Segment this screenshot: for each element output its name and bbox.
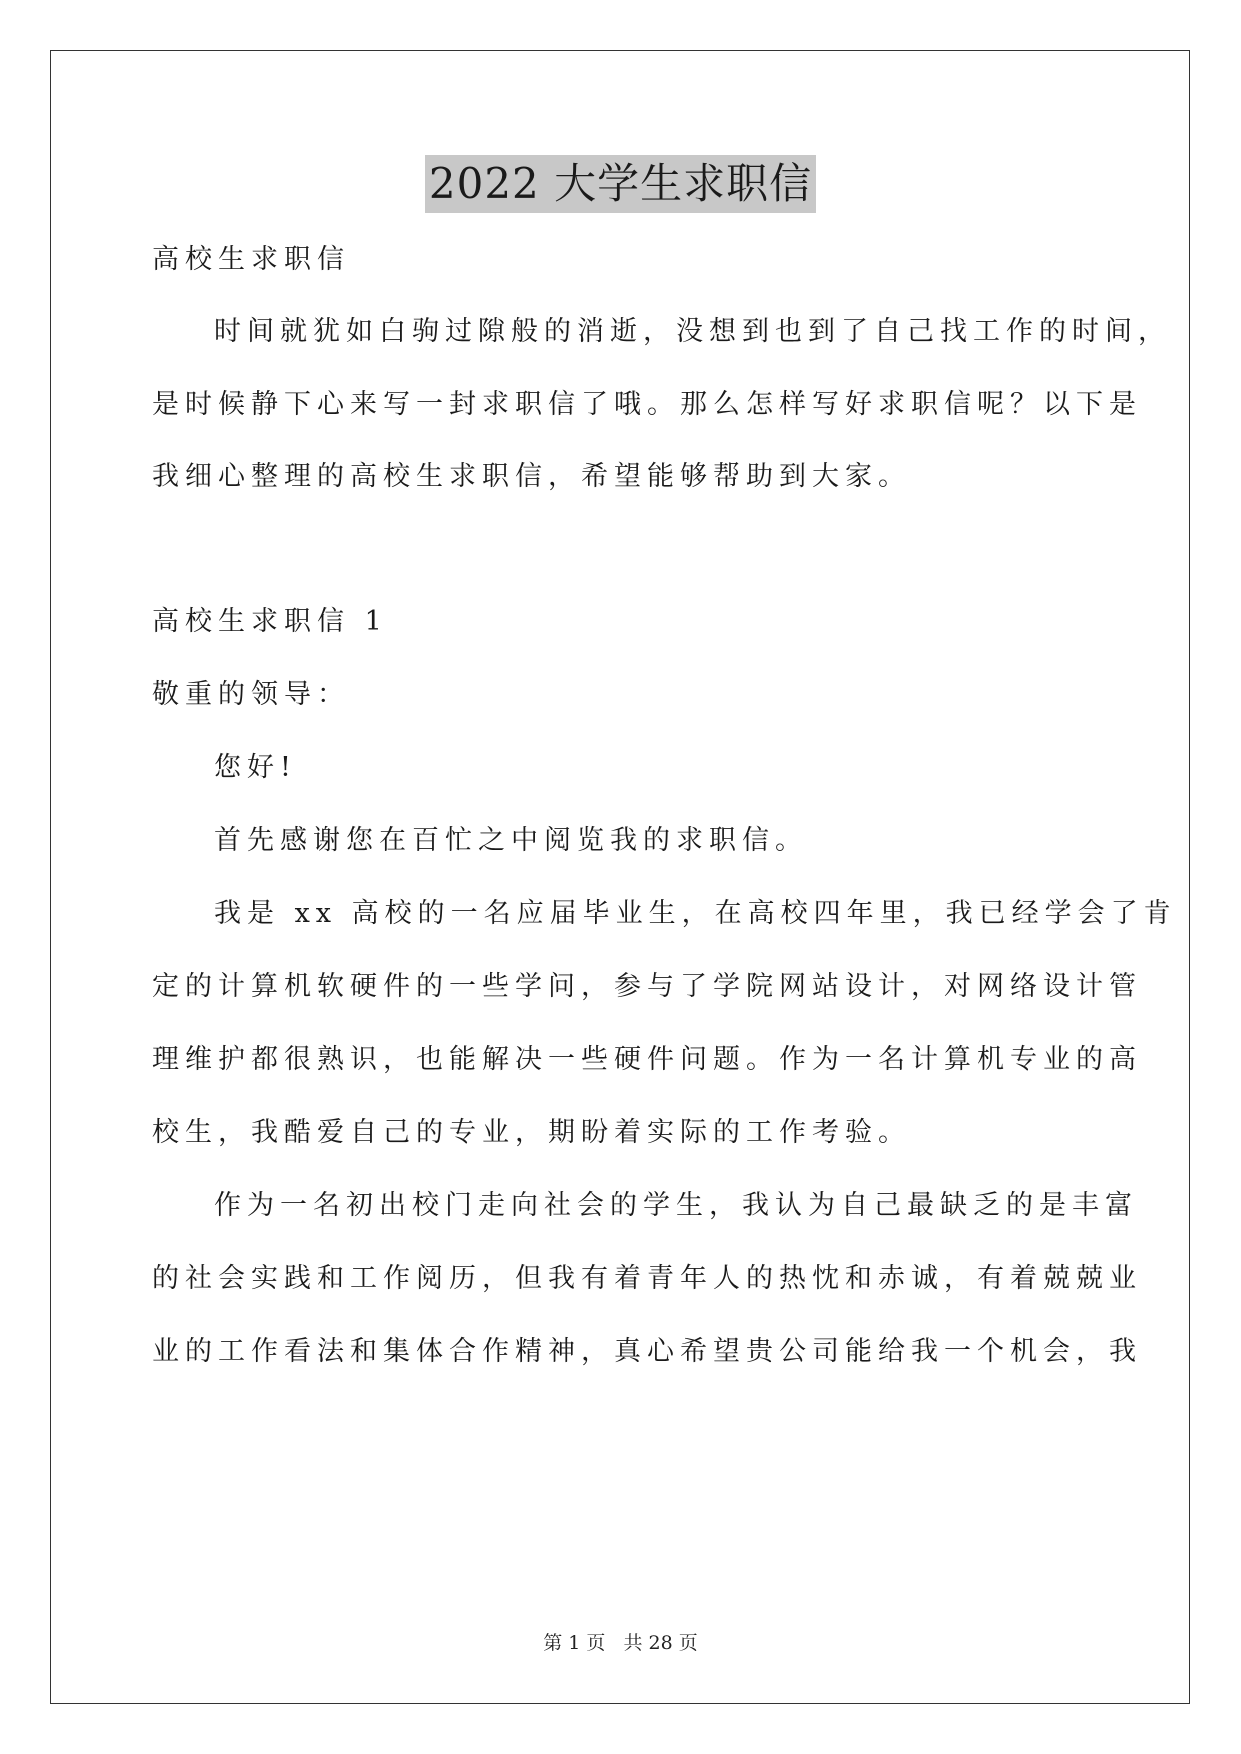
paragraph-line: 的社会实践和工作阅历，但我有着青年人的热忱和赤诚，有着兢兢业 <box>152 1263 1142 1294</box>
paragraph-line: 业的工作看法和集体合作精神，真心希望贵公司能给我一个机会，我 <box>152 1336 1142 1367</box>
title-container <box>0 155 1241 213</box>
page-footer <box>0 1628 1241 1655</box>
paragraph-line: 我是 xx 高校的一名应届毕业生，在高校四年里，我已经学会了肯 <box>214 898 1177 929</box>
paragraph-line: 时间就犹如白驹过隙般的消逝，没想到也到了自己找工作的时间， <box>214 316 1171 347</box>
greeting: 您好! <box>214 752 297 783</box>
subtitle: 高校生求职信 <box>152 244 350 275</box>
paragraph-line: 校生，我酷爱自己的专业，期盼着实际的工作考验。 <box>152 1117 911 1148</box>
paragraph-line: 我细心整理的高校生求职信，希望能够帮助到大家。 <box>152 461 911 492</box>
paragraph-line: 作为一名初出校门走向社会的学生，我认为自己最缺乏的是丰富 <box>214 1190 1138 1221</box>
paragraph-line: 理维护都很熟识，也能解决一些硬件问题。作为一名计算机专业的高 <box>152 1044 1142 1075</box>
document-title: 2022 大学生求职信 <box>425 155 816 213</box>
paragraph-line: 首先感谢您在百忙之中阅览我的求职信。 <box>214 825 808 856</box>
page-number: 第 1 页 <box>543 1632 606 1654</box>
section-heading: 高校生求职信 1 <box>152 606 388 637</box>
salutation: 敬重的领导： <box>152 679 350 710</box>
paragraph-line: 是时候静下心来写一封求职信了哦。那么怎样写好求职信呢？以下是 <box>152 389 1142 420</box>
paragraph-line: 定的计算机软硬件的一些学问，参与了学院网站设计，对网络设计管 <box>152 971 1142 1002</box>
page-border <box>50 50 1190 1704</box>
page-total: 共 28 页 <box>623 1632 698 1654</box>
